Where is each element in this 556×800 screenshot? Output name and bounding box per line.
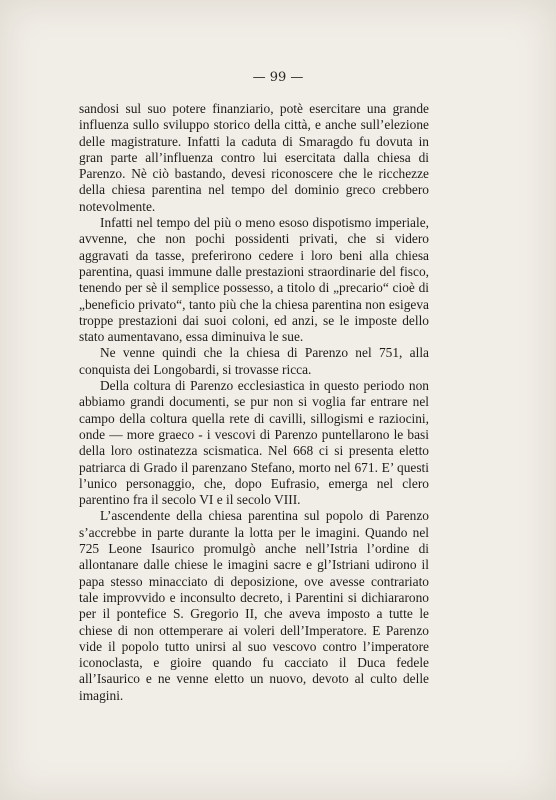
paragraph: Infatti nel tempo del più o meno esoso dispotismo imperiale, avvenne, che non pochi possidenti privati, che si videro aggravati da tasse, preferirono cedere i loro beni alla chiesa parentina, quasi immune dalle prestazioni straordinarie del fisco, tenendo per sè il semplice possesso, a titolo di „precario“ cioè di „beneficio privato“, tanto più che la chiesa parentina non esigeva troppe prestazioni dai suoi coloni, ed anzi, se le imposte dello stato aumentavano, essa diminuiva le sue. bbox=[79, 215, 429, 345]
paragraph: Ne venne quindi che la chiesa di Parenzo nel 751, alla conquista dei Longobardi, si trovasse ricca. bbox=[79, 345, 429, 377]
body-text bbox=[79, 101, 429, 704]
paragraph: Della coltura di Parenzo ecclesiastica in questo periodo non abbiamo grandi documenti, se pur non si voglia far entrare nel campo della coltura quella rete di cavilli, sillogismi e raziocini, onde — more graeco - i vescovi di Parenzo puntellarono le basi della loro ostinatezza scismatica. Nel 668 ci si presenta eletto patriarca di Grado il parenzano Stefano, morto nel 671. E’ questi l’unico personaggio, che, dopo Eufrasio, emerga nel clero parentino fra il secolo VI e il secolo VIII. bbox=[79, 378, 429, 508]
page-number: — 99 — bbox=[252, 70, 304, 85]
paragraph: sandosi sul suo potere finanziario, potè esercitare una grande influenza sullo sviluppo storico della città, e anche sull’elezione delle magistrature. Infatti la caduta di Smaragdo fu dovuta in gran parte all’influenza contro lui esercitata dalla chiesa di Parenzo. Nè ciò bastando, devesi riconoscere che le ricchezze della chiesa parentina nel tempo del dominio greco crebbero notevolmente. bbox=[79, 101, 429, 214]
paragraph: L’ascendente della chiesa parentina sul popolo di Parenzo s’accrebbe in parte durante la lotta per le imagini. Quando nel 725 Leone Isaurico promulgò anche nell’Istria l’ordine di allontanare dalle chiese le imagini sacre e gl’Istriani udirono il papa stesso minacciato di deposizione, ove avesse contrariato tale improvvido e inconsulto decreto, i Parentini si dichiararono per il pontefice S. Gregorio II, che aveva imposto a tutte le chiese di non ottemperare ai voleri dell’Imperatore. E Parenzo vide il popolo tutto unirsi al suo vescovo contro l’imperatore iconoclasta, e gioire quando fu cacciato il Duca fedele all’Isaurico e ne venne eletto un nuovo, devoto al culto delle imagini. bbox=[79, 508, 429, 703]
